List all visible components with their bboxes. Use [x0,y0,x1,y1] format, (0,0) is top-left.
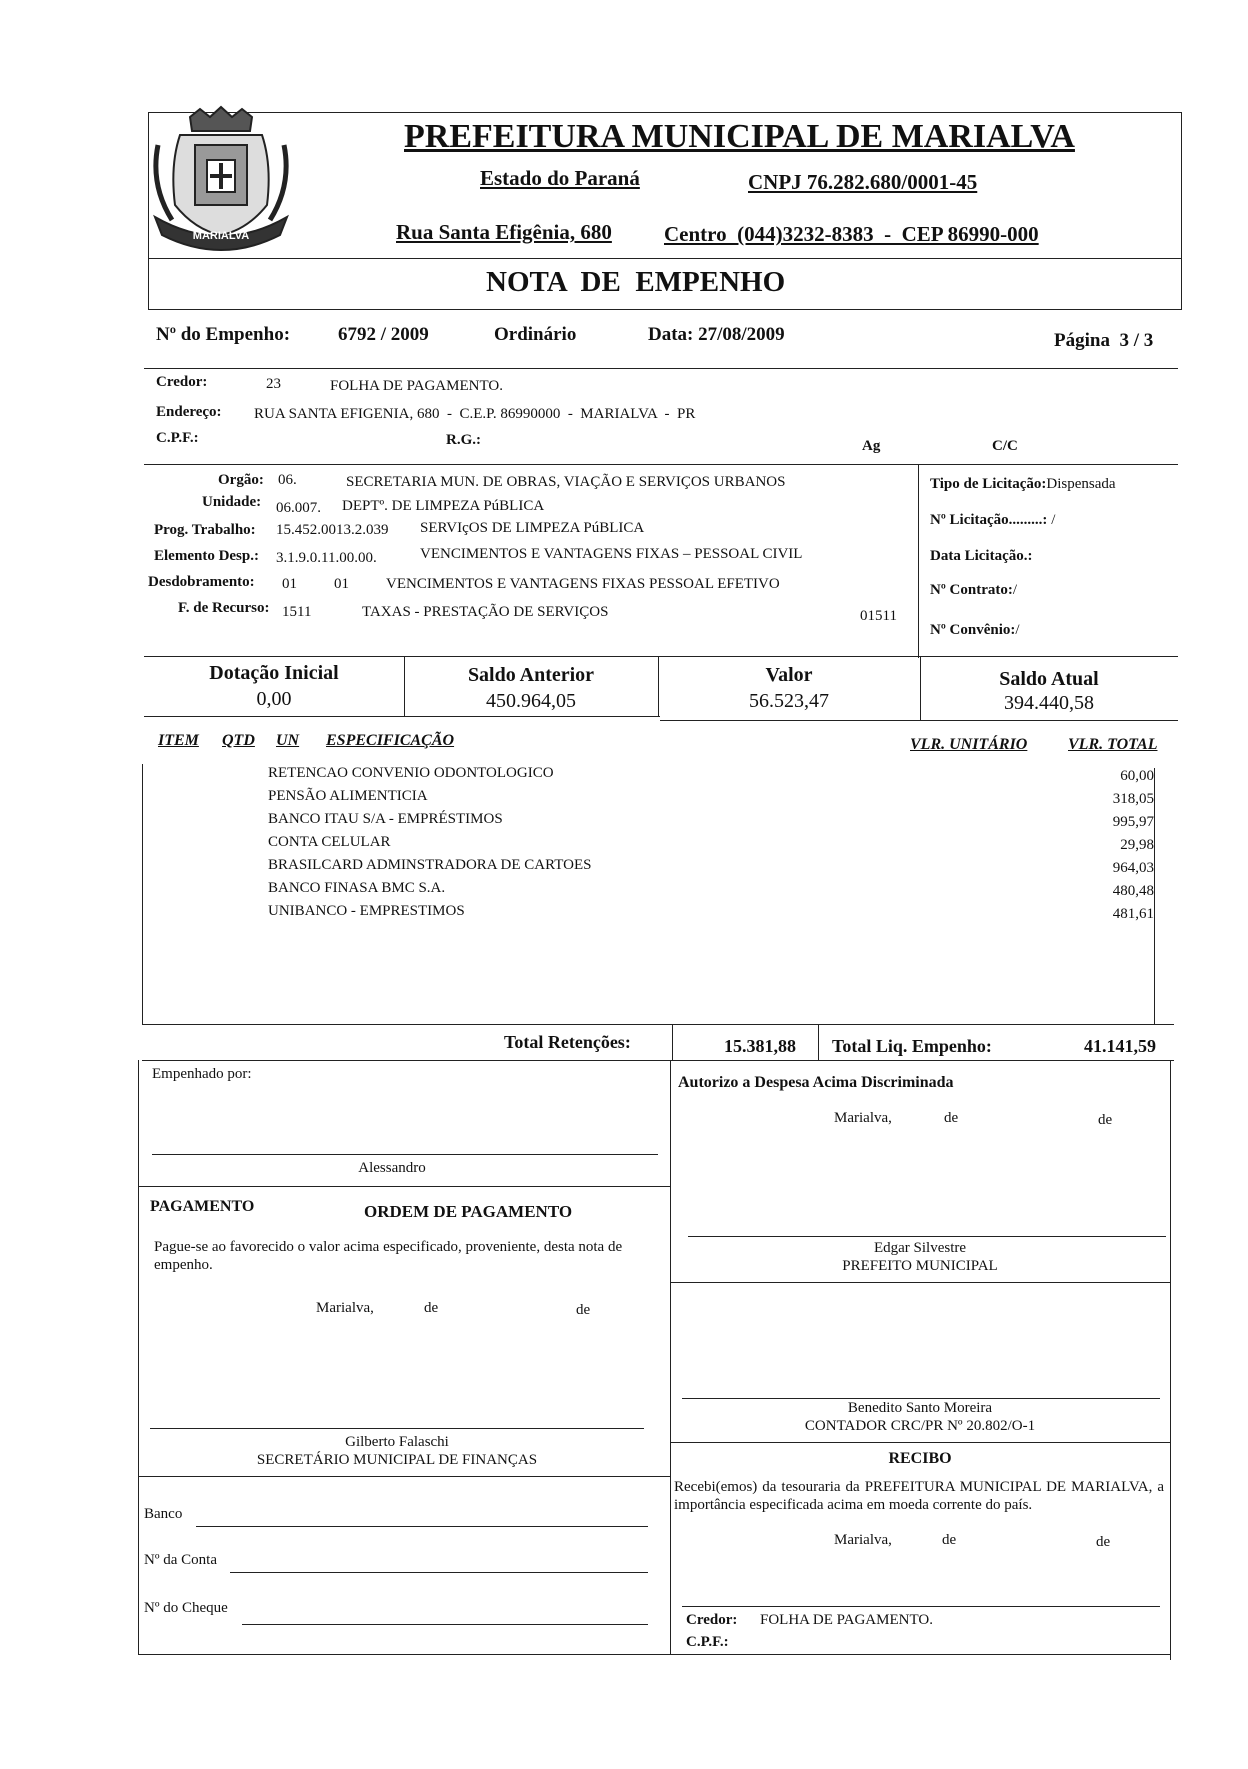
num-licitacao-label [930,512,1055,529]
cc-label: C/C [992,438,1018,454]
tipo-licitacao-label-text: Tipo de Licitação: [930,476,1047,492]
recibo-text: Recebi(emos) da tesouraria da PREFEITURA MUNICIPAL DE MARIALVA, a importância especificada acima em moeda corrente do país. [674,1479,1164,1513]
recurso-code: 1511 [282,604,312,620]
pagamento-text: Pague-se ao favorecido o valor acima especificado, proveniente, desta nota de empenho. [154,1239,623,1273]
total-retencoes-label: Total Retenções: [504,1032,631,1052]
secretario-role: SECRETÁRIO MUNICIPAL DE FINANÇAS [256,1452,538,1468]
contrato-value: / [1012,582,1018,598]
total-retencoes-value: 15.381,88 [724,1036,796,1056]
recibo-city: Marialva, [834,1532,892,1548]
empenho-label: Nº do Empenho: [156,324,291,345]
col-un: UN [276,732,300,749]
totals-bottom-line [142,1060,1174,1061]
lower-left-border [138,1060,139,1654]
recibo-signature-line [682,1606,1160,1607]
secretario-signature-line [150,1428,644,1429]
ag-label: Ag [862,438,881,454]
lower-right-border [1170,1060,1171,1660]
total-liq-value: 41.141,59 [1084,1036,1156,1056]
item-desc: PENSÃO ALIMENTICIA [268,788,428,804]
pagamento-de1: de [424,1300,439,1316]
total-liq-label: Total Liq. Empenho: [832,1036,992,1056]
orgao-label: Orgão: [218,472,264,488]
prefeito-signature-line [688,1236,1166,1237]
pagamento-label: PAGAMENTO [150,1198,255,1215]
recurso-code2: 01511 [860,608,897,624]
credor-label: Credor: [156,374,208,390]
recibo-cpf-label: C.P.F.: [686,1634,729,1650]
pagamento-de2: de [576,1302,591,1318]
classification-divider [144,656,1178,657]
valor-value: 56.523,47 [749,690,829,712]
unidade-code: 06.007. [276,500,321,516]
secretario-name: Gilberto Falaschi [345,1434,449,1450]
street-address: Rua Santa Efigênia, 680 [396,220,612,244]
balances-bottom-line [144,716,660,717]
item-desc: CONTA CELULAR [268,834,391,850]
secretario-bottom-line [138,1476,670,1477]
col-vlr-total: VLR. TOTAL [1068,736,1158,753]
saldo-anterior-value: 450.964,05 [486,690,576,712]
item-desc: BANCO ITAU S/A - EMPRÉSTIMOS [268,811,503,827]
document-title: NOTA DE EMPENHO [486,266,786,298]
autorizo-de1: de [944,1110,959,1126]
valor-label: Valor [765,664,813,686]
item-desc: BRASILCARD ADMINSTRADORA DE CARTOES [268,857,592,873]
desdobramento-label: Desdobramento: [148,574,255,590]
desdobramento-code1: 01 [282,576,297,592]
item-total: 318,05 [1112,791,1154,807]
banco-field[interactable] [196,1526,648,1527]
list-item [268,902,1158,925]
list-item [268,787,1158,810]
col-item: ITEM [158,732,199,749]
credor-name: FOLHA DE PAGAMENTO. [330,378,503,394]
pagamento-city: Marialva, [316,1300,374,1316]
list-item [268,879,1158,902]
convenio-label-text: Nº Convênio: [930,622,1016,638]
tipo-licitacao-value: Dispensada [1046,476,1116,492]
col-qtd: QTD [222,732,255,749]
col-especificacao: ESPECIFICAÇÃO [326,732,455,749]
cheque-field[interactable] [242,1624,648,1625]
list-item [268,810,1158,833]
cpf-label: C.P.F.: [156,430,199,446]
saldo-atual-label: Saldo Atual [999,668,1099,690]
item-total: 29,98 [1120,837,1154,853]
header-divider [148,258,1182,259]
recurso-desc: TAXAS - PRESTAÇÃO DE SERVIÇOS [362,604,609,620]
autorizo-de2: de [1098,1112,1113,1128]
item-total: 995,97 [1112,814,1154,830]
items-left-border [142,764,143,1024]
autorizo-city: Marialva, [834,1110,892,1126]
recurso-label: F. de Recurso: [178,600,270,616]
rg-label: R.G.: [446,432,481,448]
convenio-label [930,622,1020,639]
empenho-type: Ordinário [494,324,577,345]
recibo-title: RECIBO [888,1450,952,1467]
ordem-pagamento-label: ORDEM DE PAGAMENTO [364,1202,573,1221]
lower-bottom-line [138,1654,1170,1655]
totals-vdiv-1 [672,1024,673,1060]
contrato-label [930,582,1017,599]
autorizo-title: Autorizo a Despesa Acima Discriminada [678,1074,954,1091]
tipo-licitacao-label [930,476,1116,493]
recibo-de2: de [1096,1534,1111,1550]
elemento-code: 3.1.9.0.11.00.00. [276,550,377,566]
prefeito-role: PREFEITO MUNICIPAL [842,1258,998,1274]
banco-label: Banco [144,1506,183,1522]
saldo-atual-value: 394.440,58 [1004,692,1094,714]
dotacao-value: 0,00 [256,688,292,710]
data-licitacao-label: Data Licitação.: [930,548,1033,564]
info-divider [144,368,1178,369]
cnpj: CNPJ 76.282.680/0001-45 [748,170,978,194]
unidade-desc: DEPTº. DE LIMPEZA PúBLICA [342,498,545,514]
num-licitacao-label-text: Nº Licitação.........: [930,512,1048,528]
lower-middle-divider [670,1060,671,1654]
empenhado-signature-line [152,1154,658,1155]
cheque-label: Nº do Cheque [144,1600,228,1616]
endereco-value: RUA SANTA EFIGENIA, 680 - C.E.P. 86990000 - MARIALVA - PR [254,406,696,422]
prog-trabalho-label: Prog. Trabalho: [154,522,256,538]
empenhado-bottom-line [138,1186,670,1187]
list-item [268,764,1158,787]
contrato-label-text: Nº Contrato: [930,582,1013,598]
list-item [268,856,1158,879]
empenho-date: Data: 27/08/2009 [648,324,785,345]
empenhado-label: Empenhado por: [152,1066,252,1082]
totals-top-line [142,1024,1174,1025]
classification-vdivider [918,464,919,658]
autorizo-bottom-line [670,1282,1170,1283]
elemento-label: Elemento Desp.: [154,548,259,564]
contador-signature-line [682,1398,1160,1399]
contador-bottom-line [670,1442,1170,1443]
district-phone-cep: Centro (044)3232-8383 - CEP 86990-000 [664,222,1039,246]
col-vlr-unitario: VLR. UNITÁRIO [910,736,1028,753]
empenhado-name: Alessandro [358,1160,426,1176]
recibo-credor-value: FOLHA DE PAGAMENTO. [760,1612,933,1628]
item-total: 60,00 [1120,768,1154,784]
item-total: 480,48 [1112,883,1154,899]
contador-name: Benedito Santo Moreira [847,1400,993,1416]
empenho-number: 6792 / 2009 [338,324,429,345]
dotacao-label: Dotação Inicial [209,662,339,684]
prog-trabalho-code: 15.452.0013.2.039 [276,522,389,538]
convenio-value: / [1015,622,1020,638]
recibo-credor-label: Credor: [686,1612,738,1628]
orgao-desc: SECRETARIA MUN. DE OBRAS, VIAÇÃO E SERVIÇOS URBANOS [346,474,786,490]
orgao-code: 06. [278,472,297,488]
item-desc: UNIBANCO - EMPRESTIMOS [268,903,465,919]
contador-role: CONTADOR CRC/PR Nº 20.802/O-1 [804,1418,1036,1434]
state-name: Estado do Paraná [480,166,640,190]
credor-code: 23 [266,376,281,392]
num-licitacao-value: / [1051,512,1056,528]
item-total: 964,03 [1112,860,1154,876]
item-total: 481,61 [1112,906,1154,922]
conta-label: Nº da Conta [144,1552,217,1568]
saldo-anterior-label: Saldo Anterior [467,664,595,686]
desdobramento-desc: VENCIMENTOS E VANTAGENS FIXAS PESSOAL EFETIVO [386,576,780,592]
endereco-label: Endereço: [156,404,222,420]
page-number: Página 3 / 3 [1054,330,1154,351]
unidade-label: Unidade: [202,494,262,510]
items-list [268,764,1158,925]
item-desc: RETENCAO CONVENIO ODONTOLOGICO [268,765,554,781]
conta-field[interactable] [230,1572,648,1573]
municipal-seal-icon [150,105,292,260]
prog-trabalho-desc: SERVIçOS DE LIMPEZA PúBLICA [420,520,645,536]
credor-divider [144,464,1178,465]
list-item [268,833,1158,856]
prefeitura-title: PREFEITURA MUNICIPAL DE MARIALVA [404,118,1075,155]
elemento-desc: VENCIMENTOS E VANTAGENS FIXAS – PESSOAL CIVIL [420,546,803,562]
svg-text:MARIALVA: MARIALVA [192,230,250,242]
balances-bottom-line-right [660,720,1178,721]
desdobramento-code2: 01 [334,576,349,592]
recibo-de1: de [942,1532,957,1548]
prefeito-name: Edgar Silvestre [873,1240,967,1256]
totals-vdiv-2 [818,1024,819,1060]
item-desc: BANCO FINASA BMC S.A. [268,880,446,896]
